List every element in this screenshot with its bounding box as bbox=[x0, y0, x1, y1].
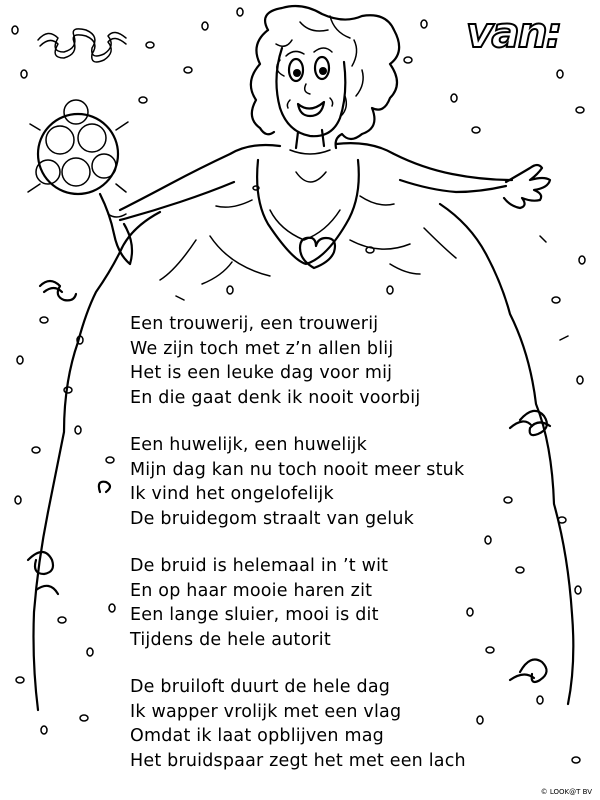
poem-line: Ik wapper vrolijk met een vlag bbox=[130, 701, 402, 722]
poem-line: Een huwelijk, een huwelijk bbox=[130, 435, 367, 455]
copyright-credit: © LOOK@T BV bbox=[540, 788, 592, 796]
poem-line: Een lange sluier, mooi is dit bbox=[130, 605, 379, 625]
stanza-3 bbox=[130, 554, 510, 652]
poem-line: Een trouwerij, een trouwerij bbox=[130, 314, 379, 334]
poem-line: Tijdens de hele autorit bbox=[130, 629, 331, 650]
title-word: van: bbox=[466, 8, 561, 57]
bouquet-icon bbox=[28, 100, 132, 264]
bride-face bbox=[276, 48, 345, 136]
poem-line: Het bruidspaar zegt het met een lach bbox=[130, 750, 466, 771]
poem-line: Omdat ik laat opblijven mag bbox=[130, 726, 384, 746]
poem bbox=[130, 312, 510, 796]
poem-line: En die gaat denk ik nooit voorbij bbox=[130, 387, 421, 408]
streamer bbox=[38, 29, 126, 62]
poem-line: Ik vind het ongelofelijk bbox=[130, 484, 334, 504]
poem-line: Het is een leuke dag voor mij bbox=[130, 363, 393, 383]
stanza-2 bbox=[130, 433, 510, 531]
poem-line: We zijn toch met z’n allen blij bbox=[130, 338, 394, 359]
poem-line: En op haar mooie haren zit bbox=[130, 580, 373, 601]
stanza-1 bbox=[130, 312, 510, 410]
poem-line: De bruid is helemaal in ’t wit bbox=[130, 556, 389, 576]
poem-line: De bruiloft duurt de hele dag bbox=[130, 677, 391, 697]
poem-line: De bruidegom straalt van geluk bbox=[130, 508, 414, 529]
stanza-4 bbox=[130, 675, 510, 773]
poem-line: Mijn dag kan nu toch nooit meer stuk bbox=[130, 459, 465, 480]
